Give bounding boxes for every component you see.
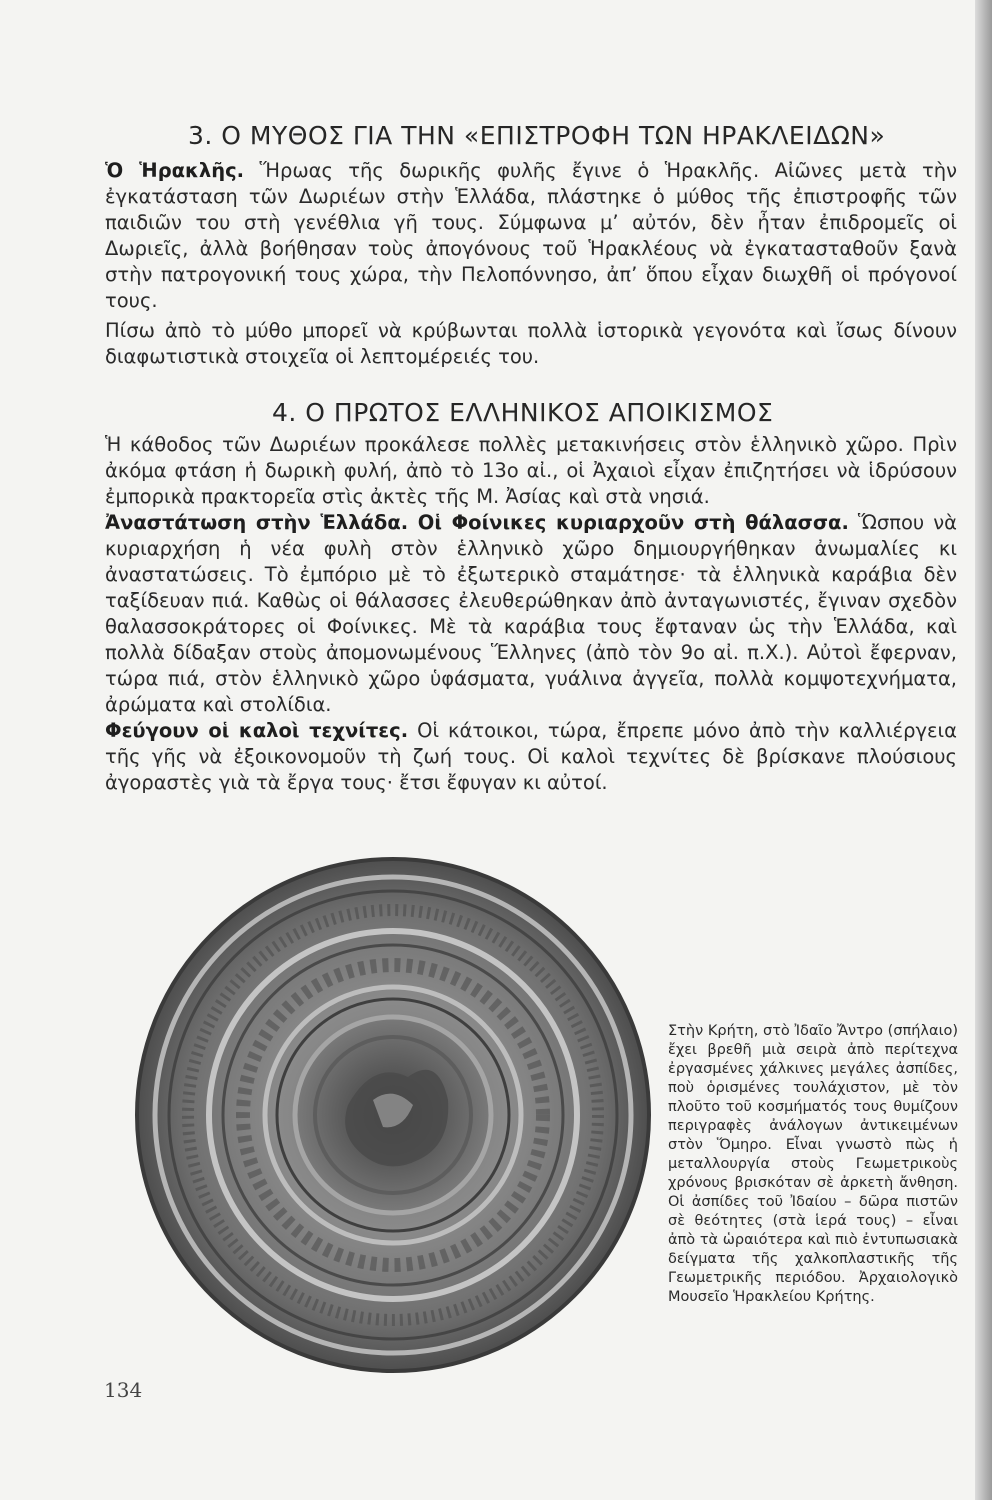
phoenicians-lead: Ἀναστάτωση στὴν Ἑλλάδα. Οἱ Φοίνικες κυριαρχοῦν στὴ θάλασσα. xyxy=(105,511,849,534)
phoenicians-text: Ὥσπου νὰ κυριαρχήση ἡ νέα φυλὴ στὸν ἑλληνικὸ χῶρο δημιουργήθηκαν ἀνωμαλίες κι ἀναστατώσεις. Τὸ ἐμπόριο μὲ τὸ ἐξωτερικὸ σταμάτησε· τὰ ἑλληνικὰ καράβια δὲν ταξίδευαν πιά. Καθὼς οἱ θάλασσες ἐλευθερώθηκαν ἀπὸ ἀνταγωνιστές, ἔγιναν σχεδὸν θαλασσοκράτορες οἱ Φοίνικες. Μὲ τὰ καράβια τους ἔφταναν ὡς τὴν Ἑλλάδα, καὶ πολλὰ δίδαξαν στοὺς ἀπομονωμένους Ἕλληνες (ἀπὸ τὸν 9ο αἰ. π.Χ.). Αὐτοὶ ἔφερναν, τώρα πιά, στὸν ἑλληνικὸ χῶρο ὑφάσματα, γυάλινα ἀγγεῖα, πολλὰ κομψοτεχνήματα, ἀρώματα καὶ στολίδια. xyxy=(105,511,957,716)
section-4-body xyxy=(105,432,957,796)
heracles-lead: Ὁ Ἡρακλῆς. xyxy=(105,159,245,182)
heracles-text: Ἥρωας τῆς δωρικῆς φυλῆς ἔγινε ὁ Ἡρακλῆς. Αἰῶνες μετὰ τὴν ἐγκατάσταση τῶν Δωριέων στὴν Ἑλλάδα, πλάστηκε ὁ μύθος τῆς ἐπιστροφῆς τῶν παιδιῶν του στὴ γενέθλια γῆ τους. Σύμφωνα μ’ αὐτόν, δὲν ἦταν ἐπιδρομεῖς οἱ Δωριεῖς, ἀλλὰ βοήθησαν τοὺς ἀπογόνους τοῦ Ἡρακλέους νὰ ἐγκατασταθοῦν ξανὰ στὴν πατρογονική τους χώρα, τὴν Πελοπόννησο, ἀπ’ ὅπου εἶχαν διωχθῆ οἱ πρόγονοί τους. xyxy=(105,159,957,312)
dorian-descent-text: Ἡ κάθοδος τῶν Δωριέων προκάλεσε πολλὲς μετακινήσεις στὸν ἑλληνικὸ χῶρο. Πρὶν ἀκόμα φτάση ἡ δωρικὴ φυλή, ἀπὸ τὸ 13ο αἰ., οἱ Ἀχαιοὶ εἶχαν ἐπιζητήσει νὰ ἱδρύσουν ἐμπορικὰ πρακτορεῖα στὶς ἀκτὲς τῆς Μ. Ἀσίας καὶ στὰ νησιά. xyxy=(105,433,957,508)
section-4-heading: 4. Ο ΠΡΩΤΟΣ ΕΛΛΗΝΙΚΟΣ ΑΠΟΙΚΙΣΜΟΣ xyxy=(272,398,774,427)
craftsmen-text: Οἱ κάτοικοι, τώρα, ἔπρεπε μόνο ἀπὸ τὴν καλλιέργεια τῆς γῆς νὰ ἐξοικονομοῦν τὴ ζωή τους. Οἱ καλοὶ τεχνίτες δὲ βρίσκανε πλούσιους ἀγοραστὲς γιὰ τὰ ἔργα τους· ἔτσι ἔφυγαν κι αὐτοί. xyxy=(105,719,958,794)
section-3-heading: 3. Ο ΜΥΘΟΣ ΓΙΑ ΤΗΝ «ΕΠΙΣΤΡΟΦΗ ΤΩΝ ΗΡΑΚΛΕΙΔΩΝ» xyxy=(188,121,886,150)
bronze-shield-photo xyxy=(133,855,653,1375)
page-number: 134 xyxy=(104,1378,143,1402)
myth-details-text: Πίσω ἀπὸ τὸ μύθο μπορεῖ νὰ κρύβωνται πολλὰ ἱστορικὰ γεγονότα καὶ ἴσως δίνουν διαφωτιστικὰ στοιχεῖα οἱ λεπτομέρειές του. xyxy=(105,319,957,368)
section-3-paragraph-1 xyxy=(105,158,957,314)
figure-caption: Στὴν Κρήτη, στὸ Ἰδαῖο Ἄντρο (σπήλαιο) ἔχει βρεθῆ μιὰ σειρὰ ἀπὸ περίτεχνα ἐργασμένες χάλκινες μεγάλες ἀσπίδες, ποὺ ὁρισμένες τουλάχιστον, μὲ τὸν πλοῦτο τοῦ κοσμήματός τους θυμίζουν περιγραφὲς ἀνάλογων ἀντικειμένων στὸν Ὅμηρο. Εἶναι γνωστὸ πὼς ἡ μεταλλουργία στοὺς Γεωμετρικοὺς χρόνους βρισκόταν σὲ ἀρκετὴ ἄνθηση. Οἱ ἀσπίδες τοῦ Ἰδαίου – δῶρα πιστῶν σὲ θεότητες (στὰ ἱερά τους) – εἶναι ἀπὸ τὰ ὡραιότερα καὶ πιὸ ἐντυπωσιακὰ δείγματα τῆς χαλκοπλαστικῆς τῆς Γεωμετρικῆς περιόδου. Ἀρχαιολογικὸ Μουσεῖο Ἡρακλείου Κρήτης. xyxy=(668,1023,958,1305)
craftsmen-lead: Φεύγουν οἱ καλοὶ τεχνίτες. xyxy=(105,719,409,742)
section-3-paragraph-2 xyxy=(105,318,957,370)
page-edge-shadow xyxy=(975,0,992,1500)
